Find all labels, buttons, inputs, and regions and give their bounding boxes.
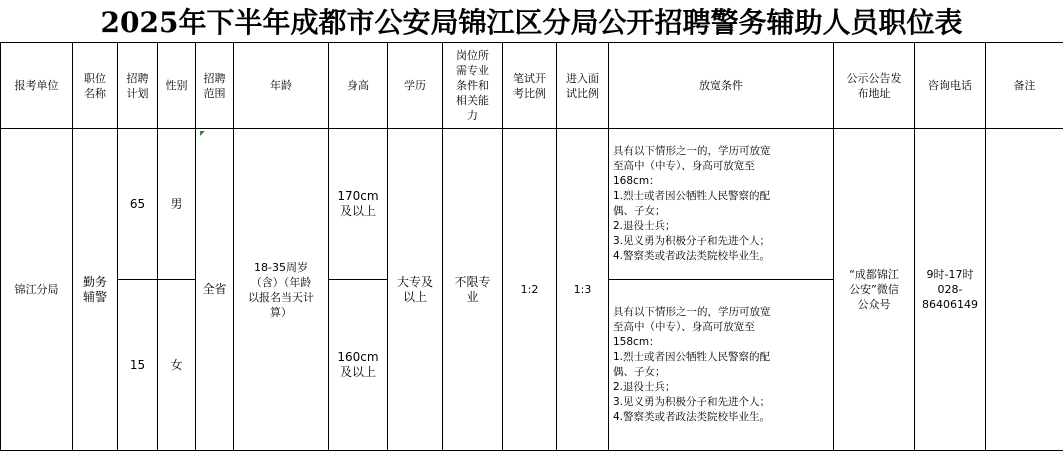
cell-corner-marker	[200, 131, 205, 136]
header-row	[1, 43, 1063, 129]
header-plan: 招聘 计划	[118, 43, 158, 129]
cell-phone: 9时-17时 028- 86406149	[915, 129, 986, 451]
page-title: 2025年下半年成都市公安局锦江区分局公开招聘警务辅助人员职位表	[100, 6, 963, 39]
cell-height-male: 170cm 及以上	[329, 129, 388, 280]
cell-relax-male: 具有以下情形之一的，学历可放宽 至高中（中专）、身高可放宽至 168cm： 1.烈士或者因公牺牲人民警察的配 偶、子女； 2.退役士兵； 3.见义勇为积极分子和先进个人； 4.警察类或者政法类院校毕业生。	[609, 129, 834, 280]
cell-gender-female: 女	[158, 280, 196, 451]
cell-unit: 锦江分局	[1, 129, 73, 451]
cell-notice: “成都锦江 公安”微信 公众号	[834, 129, 915, 451]
cell-age: 18-35周岁 （含）（年龄 以报名当天计 算）	[234, 129, 329, 451]
header-height: 身高	[329, 43, 388, 129]
table-row-male	[1, 129, 1063, 280]
header-remark: 备注	[986, 43, 1063, 129]
header-requirement: 岗位所 需专业 条件和 相关能 力	[443, 43, 503, 129]
header-relax: 放宽条件	[609, 43, 834, 129]
header-phone: 咨询电话	[915, 43, 986, 129]
cell-plan-male: 65	[118, 129, 158, 280]
header-position: 职位 名称	[73, 43, 118, 129]
cell-position: 勤务 辅警	[73, 129, 118, 451]
cell-remark	[986, 129, 1063, 451]
cell-education: 大专及 以上	[388, 129, 443, 451]
header-education: 学历	[388, 43, 443, 129]
cell-gender-male: 男	[158, 129, 196, 280]
position-table	[0, 42, 1063, 451]
header-gender: 性别	[158, 43, 196, 129]
header-interview-ratio: 进入面 试比例	[557, 43, 609, 129]
header-unit: 报考单位	[1, 43, 73, 129]
header-notice: 公示公告发 布地址	[834, 43, 915, 129]
header-range: 招聘 范围	[196, 43, 234, 129]
cell-written-ratio: 1:2	[503, 129, 557, 451]
cell-plan-female: 15	[118, 280, 158, 451]
cell-range: 全省	[196, 129, 234, 451]
cell-height-female: 160cm 及以上	[329, 280, 388, 451]
cell-interview-ratio: 1:3	[557, 129, 609, 451]
header-written-ratio: 笔试开 考比例	[503, 43, 557, 129]
cell-requirement: 不限专 业	[443, 129, 503, 451]
cell-relax-female: 具有以下情形之一的，学历可放宽 至高中（中专）、身高可放宽至 158cm： 1.烈士或者因公牺牲人民警察的配 偶、子女； 2.退役士兵； 3.见义勇为积极分子和先进个人； 4.警察类或者政法类院校毕业生。	[609, 280, 834, 451]
header-age: 年龄	[234, 43, 329, 129]
